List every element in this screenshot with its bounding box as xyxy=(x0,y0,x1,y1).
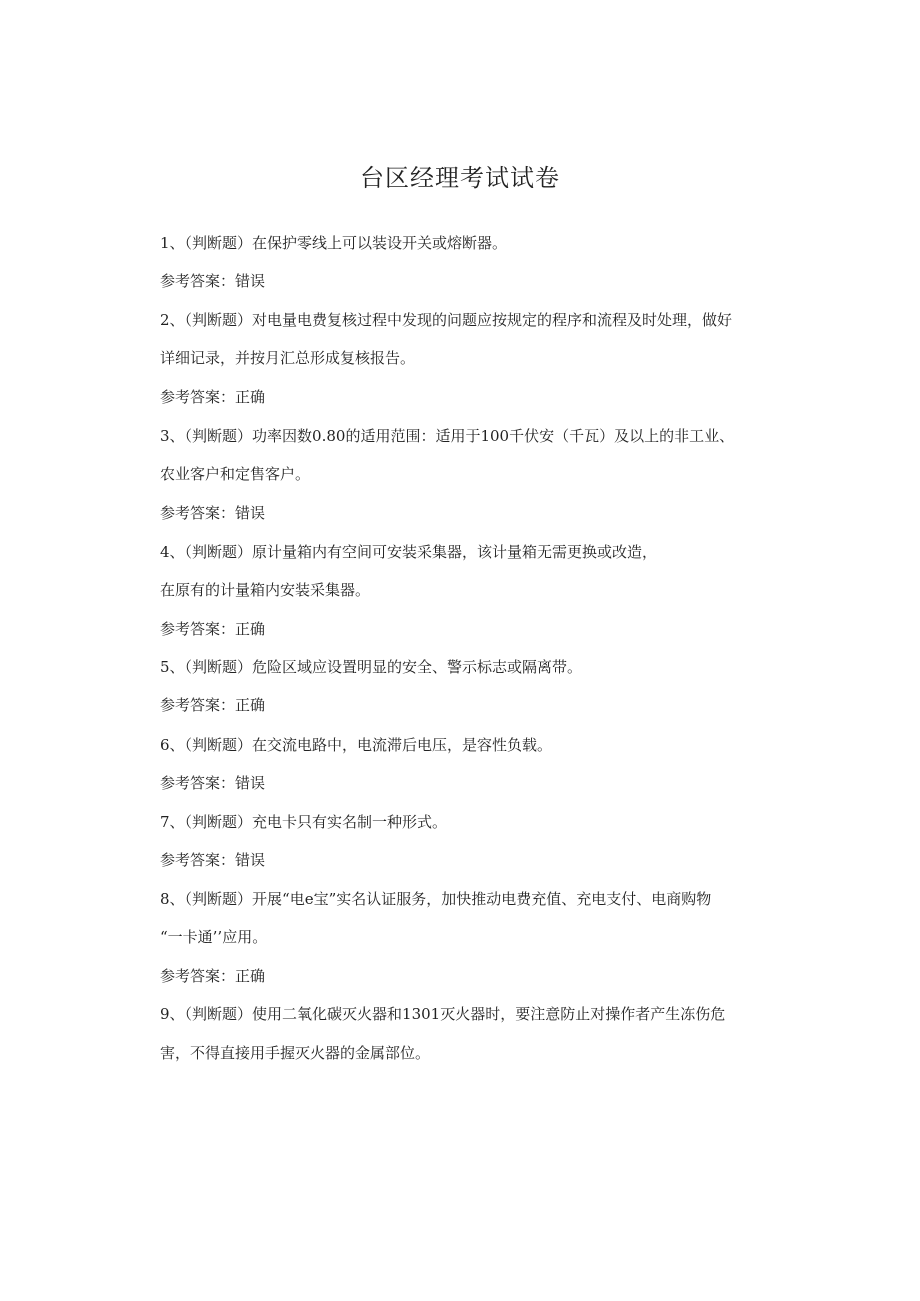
page-title: 台区经理考试试卷 xyxy=(360,164,560,192)
question-9-text-line-1: 9、（判断题）使用二氧化碳灭火器和1301灭火器时，要注意防止对操作者产生冻伤危 xyxy=(160,1005,726,1023)
question-9-text-line-2: 害，不得直接用手握灭火器的金属部位。 xyxy=(160,1044,431,1062)
answer-6: 参考答案：错误 xyxy=(160,774,266,792)
answer-2: 参考答案：正确 xyxy=(160,388,266,406)
answer-4: 参考答案：正确 xyxy=(160,620,266,638)
question-7-text: 7、（判断题）充电卡只有实名制一种形式。 xyxy=(160,813,448,831)
question-3-text-line-2: 农业客户和定售客户。 xyxy=(160,465,311,483)
question-3-text-line-1: 3、（判断题）功率因数0.80的适用范围：适用于100千伏安（千瓦）及以上的非工业、 xyxy=(160,427,735,445)
question-4-text-line-2: 在原有的计量箱内安装采集器。 xyxy=(160,581,371,599)
question-1-text: 1、（判断题）在保护零线上可以装设开关或熔断器。 xyxy=(160,234,508,252)
question-6-text: 6、（判断题）在交流电路中，电流滞后电压，是容性负载。 xyxy=(160,736,553,754)
question-8-text-line-2: “一卡通’’应用。 xyxy=(160,928,268,946)
answer-5: 参考答案：正确 xyxy=(160,696,266,714)
answer-7: 参考答案：错误 xyxy=(160,851,266,869)
question-5-text: 5、（判断题）危险区域应设置明显的安全、警示标志或隔离带。 xyxy=(160,658,583,676)
question-2-text-line-2: 详细记录，并按月汇总形成复核报告。 xyxy=(160,349,416,367)
answer-8: 参考答案：正确 xyxy=(160,967,266,985)
question-2-text-line-1: 2、（判断题）对电量电费复核过程中发现的问题应按规定的程序和流程及时处理，做好 xyxy=(160,311,733,329)
question-8-text-line-1: 8、（判断题）开展“电e宝”实名认证服务，加快推动电费充值、充电支付、电商购物 xyxy=(160,890,712,908)
answer-1: 参考答案：错误 xyxy=(160,272,266,290)
question-4-text-line-1: 4、（判断题）原计量箱内有空间可安装采集器，该计量箱无需更换或改造， xyxy=(160,543,658,561)
answer-3: 参考答案：错误 xyxy=(160,504,266,522)
